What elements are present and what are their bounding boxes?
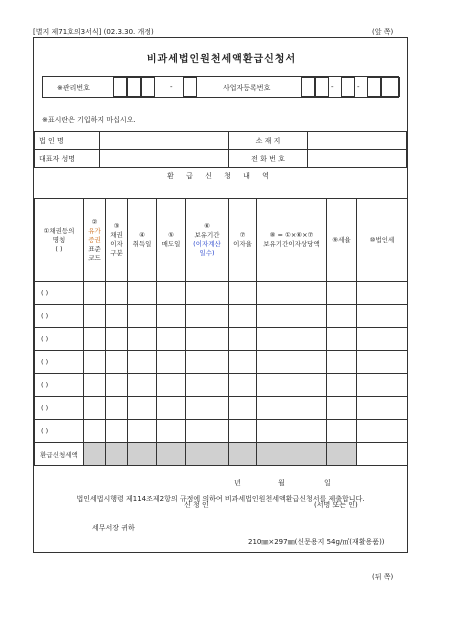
table-row: [35, 374, 408, 397]
col-text: 보유기간: [194, 231, 220, 239]
section-title: 환 급 신 청 내 역: [167, 172, 274, 180]
col-interest-amount: [257, 199, 327, 282]
row-entry-cell[interactable]: [229, 328, 257, 351]
row-entry-cell[interactable]: [106, 397, 128, 420]
business-number-cell[interactable]: [367, 77, 381, 97]
row-entry-cell[interactable]: [128, 328, 157, 351]
row-entry-cell[interactable]: [128, 282, 157, 305]
row-entry-cell[interactable]: [186, 328, 229, 351]
dash: -: [170, 83, 173, 91]
row-entry-cell[interactable]: [128, 420, 157, 443]
application-form: [33, 37, 408, 553]
total-shaded-cell: [327, 443, 357, 466]
total-row: [35, 443, 408, 466]
id-box: [42, 76, 399, 98]
row-bond-name-cell[interactable]: ( ): [35, 328, 84, 351]
date-year: 년: [234, 479, 241, 487]
row-bond-name-cell[interactable]: ( ): [35, 305, 84, 328]
row-entry-cell[interactable]: [106, 328, 128, 351]
col-text: ( ): [55, 244, 63, 253]
total-shaded-cell: [257, 443, 327, 466]
row-entry-cell[interactable]: [157, 305, 186, 328]
table-row: [35, 328, 408, 351]
col-text: 매도일: [161, 240, 181, 248]
col-tax-rate: ⑨세율: [327, 199, 357, 282]
col-text: 보유기간이자상당액: [263, 240, 320, 248]
row-entry-cell[interactable]: [128, 397, 157, 420]
location-field[interactable]: [308, 132, 407, 150]
row-entry-cell[interactable]: [186, 420, 229, 443]
management-number-label: ※관리번호: [57, 84, 90, 92]
row-entry-cell[interactable]: [186, 305, 229, 328]
col-text: 표준: [88, 244, 101, 253]
row-entry-cell[interactable]: [84, 351, 106, 374]
row-entry-cell[interactable]: [257, 397, 327, 420]
col-text: ⑥: [204, 222, 210, 230]
phone-label: 전 화 번 호: [229, 150, 308, 168]
management-number-cell[interactable]: [141, 77, 155, 97]
corp-name-field[interactable]: [100, 132, 229, 150]
row-entry-cell[interactable]: [84, 282, 106, 305]
row-entry-cell[interactable]: [229, 305, 257, 328]
total-label: 환급신청세액: [35, 443, 84, 466]
row-entry-cell[interactable]: [186, 282, 229, 305]
row-entry-cell[interactable]: [229, 397, 257, 420]
signature-note: (서명 또는 인): [314, 501, 358, 509]
col-holding-period: [186, 199, 229, 282]
row-entry-cell[interactable]: [257, 351, 327, 374]
row-entry-cell[interactable]: [157, 351, 186, 374]
row-entry-cell[interactable]: [327, 328, 357, 351]
row-entry-cell[interactable]: [327, 351, 357, 374]
row-entry-cell[interactable]: [327, 305, 357, 328]
row-entry-cell[interactable]: [84, 374, 106, 397]
page-side-back: (뒤 쪽): [372, 573, 394, 581]
business-number-label: 사업자등록번호: [223, 84, 271, 92]
col-standard-code: [84, 199, 106, 282]
row-bond-name-cell[interactable]: ( ): [35, 282, 84, 305]
phone-field[interactable]: [308, 150, 407, 168]
row-bond-name-cell[interactable]: ( ): [35, 374, 84, 397]
row-entry-cell[interactable]: [327, 374, 357, 397]
col-text: 코드: [88, 253, 101, 262]
row-entry-cell[interactable]: [106, 282, 128, 305]
col-text: (이자계산: [193, 240, 221, 248]
col-text: ③: [113, 222, 120, 230]
dash: -: [357, 83, 360, 91]
recipient: 세무서장 귀하: [92, 524, 135, 532]
row-entry-cell[interactable]: [257, 328, 327, 351]
row-entry-cell[interactable]: [128, 305, 157, 328]
row-entry-cell[interactable]: [128, 374, 157, 397]
row-entry-cell[interactable]: [229, 420, 257, 443]
total-shaded-cell: [128, 443, 157, 466]
col-text: 일수): [199, 249, 215, 257]
rep-name-field[interactable]: [100, 150, 229, 168]
row-entry-cell[interactable]: [106, 374, 128, 397]
form-title: 비과세법인원천세액환급신청서: [146, 54, 297, 65]
row-entry-cell[interactable]: [84, 397, 106, 420]
management-number-cell[interactable]: [183, 77, 197, 97]
row-entry-cell[interactable]: [357, 420, 408, 443]
page-side-front: (앞 쪽): [372, 28, 394, 36]
table-header-row: [35, 199, 408, 282]
total-shaded-cell: [157, 443, 186, 466]
table-row: [35, 282, 408, 305]
table-row: [35, 397, 408, 420]
form-number: [별지 제71호의3서식] (02.3.30. 개정): [33, 28, 154, 36]
table-row: [35, 420, 408, 443]
row-entry-cell[interactable]: [186, 351, 229, 374]
row-entry-cell[interactable]: [257, 305, 327, 328]
row-entry-cell[interactable]: [157, 282, 186, 305]
notice: ※표시란은 기입하지 마십시오.: [42, 116, 136, 124]
row-entry-cell[interactable]: [357, 397, 408, 420]
col-text: 구분: [110, 249, 123, 257]
rep-name-label: 대표자 성명: [35, 150, 100, 168]
row-entry-cell[interactable]: [229, 351, 257, 374]
total-shaded-cell: [84, 443, 106, 466]
row-entry-cell[interactable]: [229, 282, 257, 305]
row-entry-cell[interactable]: [257, 282, 327, 305]
row-entry-cell[interactable]: [186, 374, 229, 397]
row-entry-cell[interactable]: [84, 328, 106, 351]
row-bond-name-cell[interactable]: ( ): [35, 397, 84, 420]
col-text: ⑤: [168, 231, 174, 239]
row-entry-cell[interactable]: [327, 420, 357, 443]
row-entry-cell[interactable]: [157, 397, 186, 420]
row-entry-cell[interactable]: [357, 282, 408, 305]
dash: -: [331, 83, 334, 91]
business-number-cell[interactable]: [301, 77, 315, 97]
row-entry-cell[interactable]: [106, 351, 128, 374]
col-text: 채권: [110, 231, 123, 239]
row-entry-cell[interactable]: [257, 420, 327, 443]
date-month: 월: [278, 479, 285, 487]
total-shaded-cell: [106, 443, 128, 466]
col-text: 이자: [110, 240, 123, 248]
corp-name-label: 법 인 명: [35, 132, 100, 150]
paper-spec: 210㎜×297㎜(신문용지 54g/㎡(재활용품)): [248, 538, 385, 546]
row-entry-cell[interactable]: [157, 420, 186, 443]
row-bond-name-cell[interactable]: ( ): [35, 420, 84, 443]
row-entry-cell[interactable]: [157, 374, 186, 397]
business-number-cell[interactable]: [315, 77, 329, 97]
corporation-info-table: [34, 131, 407, 168]
row-entry-cell[interactable]: [157, 328, 186, 351]
row-entry-cell[interactable]: [128, 351, 157, 374]
col-acquisition-date: [128, 199, 157, 282]
col-interest-type: [106, 199, 128, 282]
table-row: [35, 305, 408, 328]
row-entry-cell[interactable]: [357, 374, 408, 397]
refund-details-table: [34, 198, 408, 466]
col-text: 유가: [88, 226, 101, 235]
col-text: ④: [139, 231, 145, 239]
col-bond-name: [35, 199, 84, 282]
col-text: 취득일: [132, 240, 152, 248]
row-entry-cell[interactable]: [257, 374, 327, 397]
location-label: 소 재 지: [229, 132, 308, 150]
table-row: [35, 351, 408, 374]
col-sale-date: [157, 199, 186, 282]
col-text: ⑧ = ①×⑥×⑦: [269, 231, 314, 239]
row-entry-cell[interactable]: [327, 282, 357, 305]
row-entry-cell[interactable]: [229, 374, 257, 397]
applicant-label: 신 청 인: [184, 501, 209, 509]
business-number-cell[interactable]: [341, 77, 355, 97]
row-entry-cell[interactable]: [106, 420, 128, 443]
row-entry-cell[interactable]: [84, 305, 106, 328]
col-text: 명칭: [52, 235, 66, 244]
row-entry-cell[interactable]: [327, 397, 357, 420]
row-entry-cell[interactable]: [186, 397, 229, 420]
management-number-cell[interactable]: [127, 77, 141, 97]
col-interest-rate: [229, 199, 257, 282]
row-entry-cell[interactable]: [106, 305, 128, 328]
col-text: ⑦: [239, 231, 246, 239]
col-text: 증권: [88, 235, 101, 244]
col-text: 이자율: [233, 240, 252, 248]
business-number-cell[interactable]: [381, 77, 400, 97]
total-shaded-cell: [186, 443, 229, 466]
row-entry-cell[interactable]: [357, 305, 408, 328]
row-bond-name-cell[interactable]: ( ): [35, 351, 84, 374]
col-text: ②: [91, 217, 98, 226]
management-number-cell[interactable]: [113, 77, 127, 97]
col-text: ①채권등의: [43, 226, 75, 235]
date-day: 일: [324, 479, 331, 487]
total-tax-field[interactable]: [357, 443, 408, 466]
row-entry-cell[interactable]: [357, 328, 408, 351]
total-shaded-cell: [229, 443, 257, 466]
col-corporate-tax: ⑩법인세: [357, 199, 408, 282]
row-entry-cell[interactable]: [84, 420, 106, 443]
row-entry-cell[interactable]: [357, 351, 408, 374]
declaration-statement: 법인세법시행령 제114조제2항의 규정에 의하여 비과세법인원천세액환급신청서를 제출합니다.: [76, 495, 365, 503]
